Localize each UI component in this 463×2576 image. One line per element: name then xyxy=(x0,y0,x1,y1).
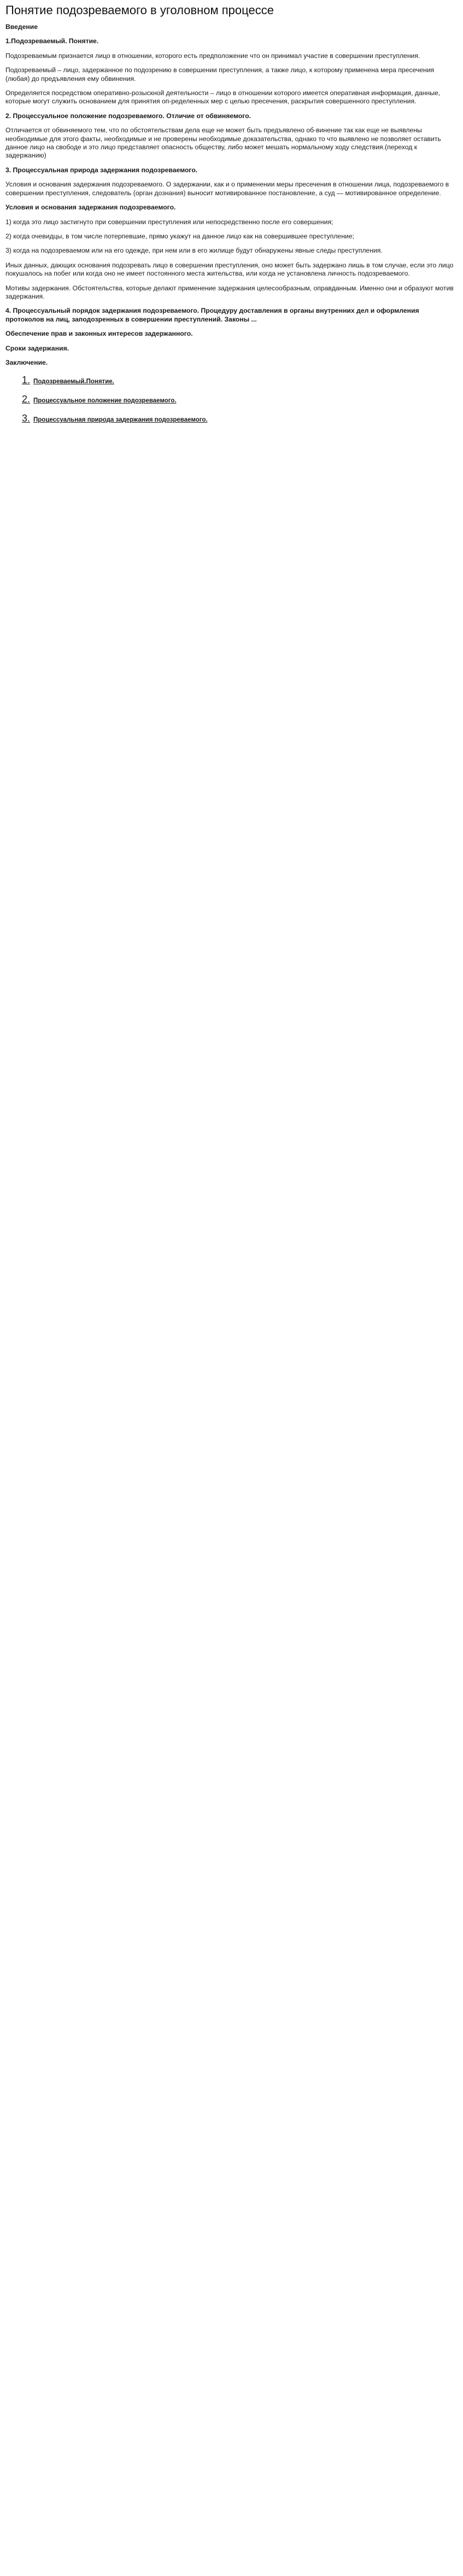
document-body xyxy=(5,375,458,424)
intro-paragraph: Подозреваемый – лицо, задержанное по подозрению в совершении преступления, а также лицо, к которому применена мера пресечения (любая) до предъявления ему обвинения. xyxy=(5,66,435,83)
intro-paragraph: 1.Подозреваемый. Понятие. xyxy=(5,37,99,45)
intro-paragraph: Иных данных, дающих основания подозревать лицо в совершении преступления, оно может быть задержано лишь в том случае, если это лицо покушалось на побег или когда оно не имеет постоянного места жительства, или когда не установлена личность подозреваемого. xyxy=(5,261,454,278)
intro-block xyxy=(5,23,458,367)
intro-paragraph: 3) когда на подозреваемом или на его одежде, при нем или в его жилище будут обнаружены явные следы преступления. xyxy=(5,247,383,255)
intro-paragraph: 1) когда это лицо застигнуто при совершении преступления или непосредственно после его совершения; xyxy=(5,218,333,226)
intro-paragraph: Подозреваемым признается лицо в отношении, которого есть предположение что он принимал участие в совершении преступления. xyxy=(5,51,420,60)
intro-paragraph: 4. Процессуальный порядок задержания подозреваемого. Процедуру доставления в органы внутренних дел и оформления протоколов на лиц, заподозренных в совершении преступлений. Законы ... xyxy=(5,307,419,323)
intro-paragraph: Обеспечение прав и законных интересов задержанного. xyxy=(5,330,193,338)
document-page xyxy=(0,0,463,430)
intro-heading: Введение xyxy=(5,23,38,31)
section-number: 1. xyxy=(22,375,31,386)
section-heading xyxy=(22,394,458,405)
intro-paragraph: Заключение. xyxy=(5,358,48,366)
intro-paragraph: Условия и основания задержания подозреваемого. О задержании, как и о применении меры пресечения в отношении лица, подозреваемого в совершении преступления, следователь (орган дознания) выносит мотивированное постановление, а суд — мотивированное определение. xyxy=(5,180,449,197)
intro-paragraph: 2. Процессуальное положение подозреваемого. Отличие от обвиняемого. xyxy=(5,112,251,120)
page-title: Понятие подозреваемого в уголовном процессе xyxy=(5,3,274,17)
section-heading xyxy=(22,375,458,386)
intro-paragraph: Определяется посредством оперативно-розыскной деятельности – лицо в отношении которого имеется оперативная информация, данные, которые могут служить основанием для принятия оп-ределенных мер с целью пресечения, раскрытия совершенного преступления. xyxy=(5,89,441,106)
section-title: Процессуальное положение подозреваемого. xyxy=(33,398,177,405)
intro-paragraph: Сроки задержания. xyxy=(5,344,69,352)
intro-paragraph: 2) когда очевидцы, в том числе потерпевшие, прямо укажут на данное лицо как на совершившее преступление; xyxy=(5,232,354,240)
section-number: 2. xyxy=(22,394,31,405)
intro-paragraph: Мотивы задержания. Обстоятельства, которые делают применение задержания целесообразным, оправданным. Именно они и образуют мотив задержания. xyxy=(5,284,454,300)
section-title: Процессуальная природа задержания подозреваемого. xyxy=(33,417,208,424)
section-title: Подозреваемый.Понятие. xyxy=(33,378,114,385)
intro-paragraph: Условия и основания задержания подозреваемого. xyxy=(5,203,176,212)
section-number: 3. xyxy=(22,413,31,424)
section-heading xyxy=(22,413,458,424)
body-section xyxy=(5,413,458,424)
intro-paragraph: Отличается от обвиняемого тем, что по обстоятельствам дела еще не может быть предъявлено об-винение так как еще не выявлены необходимые для этого факты, необходимые и не проверены необходимые доказательства, однако то что выявлено не позволяет оставить данное лицо на свободе и это лицо представляет опасность обществу, либо может мешать нормальному ходу следствия.(переход к задержанию) xyxy=(5,126,441,160)
body-section xyxy=(5,394,458,405)
body-section xyxy=(5,375,458,386)
intro-paragraph: 3. Процессуальная природа задержания подозреваемого. xyxy=(5,166,198,174)
